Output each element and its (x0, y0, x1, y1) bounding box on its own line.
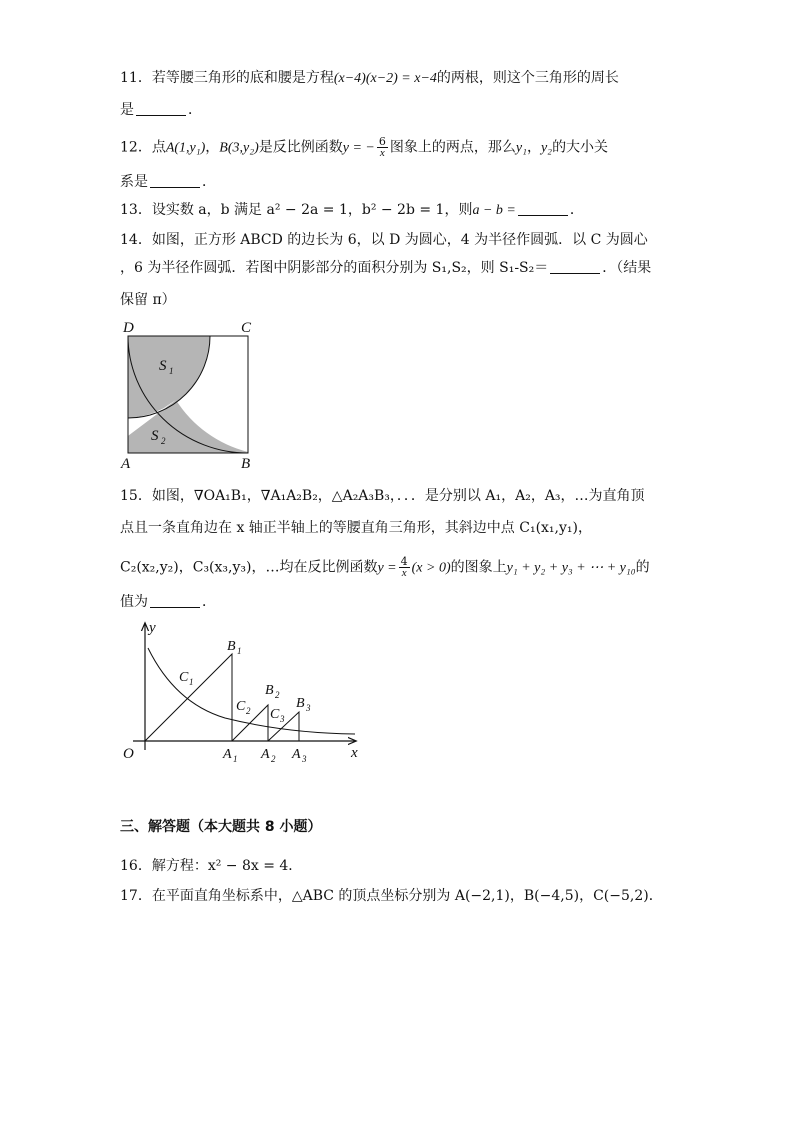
label-c2-sub: 2 (246, 706, 251, 716)
label-b1-sub: 1 (237, 646, 242, 656)
question-14-line-1: 14．如图，正方形 ABCD 的边长为 6，以 D 为圆心，4 为半径作圆弧．以 C 为圆心 (120, 232, 648, 248)
label-a2-sub: 2 (271, 754, 276, 764)
label-d: D (123, 320, 134, 336)
label-s1-sub: 1 (169, 366, 174, 376)
q15-func: y = (377, 560, 397, 576)
label-c2: C (236, 699, 246, 714)
label-s2-sub: 2 (161, 436, 166, 446)
q14-text-b: ．（结果 (602, 260, 652, 276)
label-c: C (241, 320, 252, 336)
label-b1: B (227, 639, 236, 654)
question-12-line-2 (120, 172, 216, 192)
label-s2: S (151, 428, 159, 444)
question-15-line-2: 点且一条直角边在 x 轴正半轴上的等腰直角三角形，其斜边中点 C₁(x₁,y₁)， (120, 520, 592, 536)
q11-text-c: 是 (120, 102, 134, 118)
q12-text-f: ． (202, 174, 216, 190)
label-b: B (241, 456, 251, 472)
q13-expr: a − b = (472, 203, 516, 218)
label-a: A (121, 456, 131, 472)
q12-text-a: 12．点 (120, 139, 166, 156)
q14-text-a: ，6 为半径作圆弧．若图中阴影部分的面积分别为 S₁,S₂，则 S₁-S₂＝ (120, 260, 549, 276)
q11-text-b: 的两根，则这个三角形的周长 (436, 70, 619, 86)
question-11-line-2 (120, 100, 202, 120)
q15-sum: y₁ + y₂ + y₃ + ⋯ + y₁₀ (506, 560, 636, 576)
q12-y2: y₂ (540, 140, 553, 156)
square-arc-figure (115, 318, 265, 473)
label-y: y (149, 620, 156, 636)
label-c3: C (270, 707, 280, 722)
q12-text-d: 的大小关 (552, 139, 609, 156)
hyperbola-triangles-figure (115, 618, 375, 766)
q15-text-d: 值为 (120, 594, 148, 610)
q12-func: y = − (342, 140, 375, 156)
question-16: 16．解方程：x² − 8x = 4． (120, 858, 303, 874)
q12-y1: y₁ (515, 140, 527, 156)
q12-text-e: 系是 (120, 174, 148, 190)
q12-sep: ， (205, 139, 220, 156)
label-c1: C (179, 670, 189, 685)
q11-equation: (x−4)(x−2) = x−4 (333, 71, 437, 86)
label-b2: B (265, 683, 274, 698)
label-b2-sub: 2 (275, 690, 280, 700)
label-b3: B (296, 696, 305, 711)
q15-fraction (399, 556, 410, 579)
label-a3-sub: 3 (302, 754, 307, 764)
question-13 (120, 200, 584, 221)
q11-text-a: 11．若等腰三角形的底和腰是方程 (120, 70, 334, 86)
q12-comma: ， (526, 139, 541, 156)
question-14-line-2 (120, 258, 651, 278)
q12-text-c: 图象上的两点，那么 (389, 139, 516, 156)
q13-end: ． (569, 202, 584, 218)
label-a2: A (261, 747, 270, 762)
question-15-line-4 (120, 592, 216, 612)
section-3-title: 三、解答题（本大题共 8 小题） (120, 819, 322, 835)
q15-domain: (x > 0) (411, 560, 451, 576)
answer-blank-14[interactable] (550, 259, 600, 274)
label-b3-sub: 3 (306, 703, 311, 713)
q12-fraction (377, 136, 388, 159)
answer-blank-15[interactable] (150, 593, 200, 608)
label-c3-sub: 3 (280, 714, 285, 724)
triangle-1 (145, 654, 232, 741)
label-o: O (123, 746, 134, 762)
q12-text-b: 是反比例函数 (258, 139, 343, 156)
q15-text-c: 的 (635, 559, 650, 576)
q12-frac-den: x (379, 147, 385, 159)
label-s1: S (159, 358, 167, 374)
q15-text-b: 的图象上 (450, 559, 507, 576)
q15-frac-den: x (401, 567, 407, 579)
label-a1: A (223, 747, 232, 762)
question-15-line-1: 15．如图，∇OA₁B₁，∇A₁A₂B₂，△A₂A₃B₃，．．．是分别以 A₁，A₂，A₃，…为直角顶 (120, 488, 645, 504)
q11-text-d: ． (188, 102, 202, 118)
q15-text-e: ． (202, 594, 216, 610)
answer-blank-12[interactable] (150, 173, 200, 188)
q12-frac-num: 6 (378, 135, 386, 148)
question-14-line-3: 保留 π） (120, 292, 176, 308)
q13-text: 13．设实数 a，b 满足 a² − 2a = 1，b² − 2b = 1，则 (120, 202, 473, 218)
answer-blank-13[interactable] (518, 201, 568, 216)
label-c1-sub: 1 (189, 677, 194, 687)
label-a3: A (292, 747, 301, 762)
answer-blank-11[interactable] (136, 101, 186, 116)
question-11-line-1 (120, 68, 619, 89)
question-17: 17．在平面直角坐标系中，△ABC 的顶点坐标分别为 A(−2,1)，B(−4,5)，C(−5,2)． (120, 888, 663, 904)
q15-frac-num: 4 (400, 555, 408, 568)
q15-text-a: C₂(x₂,y₂)，C₃(x₃,y₃)，…均在反比例函数 (120, 559, 378, 576)
q12-point-b: B(3,y₂) (219, 140, 259, 156)
label-x: x (351, 745, 358, 761)
label-a1-sub: 1 (233, 754, 238, 764)
question-12-line-1 (120, 136, 608, 159)
q12-point-a: A(1,y₁) (165, 140, 206, 156)
question-15-line-3 (120, 556, 650, 579)
